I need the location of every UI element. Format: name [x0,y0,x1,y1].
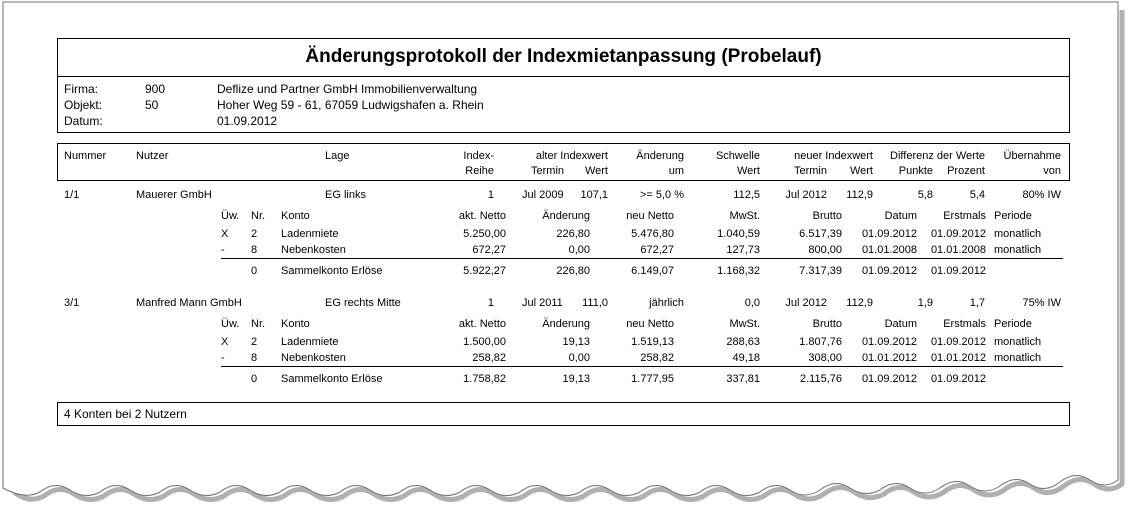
sum-brutto: 7.317,39 [799,265,842,277]
tenant-neu-wert: 112,9 [846,297,873,309]
col-lage: Lage [325,150,350,162]
sum-erstmals: 01.09.2012 [930,265,986,277]
account-periode: monatlich [994,228,1042,240]
account-mwst: 49,18 [732,352,760,364]
account-neu-netto: 5.476,80 [631,228,674,240]
sub-col-akt-netto: akt. Netto [458,210,506,222]
account-aenderung: 226,80 [556,228,590,240]
account-datum: 01.01.2008 [861,244,917,256]
account-konto: Ladenmiete [281,228,339,240]
sum-konto: Sammelkonto Erlöse [281,373,383,385]
sub-col-periode: Periode [994,318,1032,330]
account-nr: 2 [251,336,258,348]
col-alter-indexwert: alter Indexwert [535,150,608,162]
sum-erstmals: 01.09.2012 [930,373,986,385]
col-alt-wert: Wert [584,165,608,177]
tenant-aenderung-um: jährlich [649,297,684,309]
account-aenderung: 0,00 [568,244,590,256]
footer-box [57,402,1070,426]
account-aenderung: 19,13 [562,336,590,348]
tenant-schwelle: 112,5 [733,189,760,201]
account-erstmals: 01.09.2012 [930,228,986,240]
account-akt-netto: 5.250,00 [463,228,506,240]
sub-col-neu-netto: neu Netto [626,210,674,222]
sum-brutto: 2.115,76 [799,373,842,385]
account-periode: monatlich [994,244,1042,256]
objekt-number: 50 [145,98,159,112]
tenant-nummer: 3/1 [64,297,80,309]
sub-col-brutto: Brutto [812,318,842,330]
account-nr: 8 [251,244,258,256]
tenant-nummer: 1/1 [64,189,80,201]
account-aenderung: 0,00 [568,352,590,364]
sum-aenderung: 226,80 [556,265,590,277]
account-brutto: 6.517,39 [799,228,842,240]
tenant-alt-termin: Jul 2009 [522,189,564,201]
objekt-label: Objekt: [64,98,103,112]
sub-col-konto: Konto [281,210,310,222]
tenant-alt-wert: 107,1 [580,189,608,201]
tenant-punkte: 5,8 [917,189,933,201]
account-brutto: 308,00 [808,352,842,364]
account-periode: monatlich [994,352,1042,364]
tenant-nutzer: Manfred Mann GmbH [136,297,242,309]
col-alt-termin: Termin [531,165,565,177]
tenant-prozent: 5,4 [969,189,985,201]
sub-col-konto: Konto [281,318,310,330]
page-title: Änderungsprotokoll der Indexmietanpassung (Probelauf) [305,46,822,67]
sub-col-uew: Üw. [221,318,240,330]
account-datum: 01.09.2012 [861,336,917,348]
tenant-lage: EG rechts Mitte [325,297,401,309]
account-uew: X [221,228,229,240]
sub-col-brutto: Brutto [812,210,842,222]
tenant-punkte: 1,9 [917,297,933,309]
sub-col-akt-netto: akt. Netto [458,318,506,330]
account-akt-netto: 1.500,00 [463,336,506,348]
tenant-neu-termin: Jul 2012 [785,189,827,201]
account-akt-netto: 258,82 [472,352,506,364]
tenant-neu-wert: 112,9 [846,189,873,201]
firma-label: Firma: [64,82,98,96]
account-uew: X [221,336,229,348]
account-uew: - [221,352,225,364]
col-aenderung-2: um [668,165,684,177]
tenant-prozent: 1,7 [969,297,985,309]
account-datum: 01.01.2012 [861,352,917,364]
account-mwst: 1.040,59 [717,228,760,240]
sum-datum: 01.09.2012 [861,265,917,277]
col-nutzer: Nutzer [136,150,169,162]
sub-col-periode: Periode [994,210,1032,222]
tenant-lage: EG links [325,189,366,201]
col-index-1: Index- [463,150,494,162]
tenant-index-reihe: 1 [487,297,494,309]
tenant-nutzer: Mauerer GmbH [136,189,212,201]
account-mwst: 288,63 [726,336,760,348]
account-uew: - [221,244,225,256]
sum-akt-netto: 5.922,27 [463,265,506,277]
account-brutto: 800,00 [808,244,842,256]
firma-number: 900 [145,82,166,96]
tenant-aenderung-um: >= 5,0 % [639,189,684,201]
sub-col-uew: Üw. [221,210,240,222]
sub-col-neu-netto: neu Netto [626,318,674,330]
tenant-uebernahme: 75% IW [1022,297,1061,309]
sub-col-datum: Datum [884,210,917,222]
sum-separator [221,258,1063,259]
sub-col-datum: Datum [884,318,917,330]
col-index-2: Reihe [465,165,494,177]
sub-col-erstmals: Erstmals [943,318,986,330]
sum-akt-netto: 1.758,82 [463,373,506,385]
objekt-address: Hoher Weg 59 - 61, 67059 Ludwigshafen a. Rhein [217,98,484,112]
sub-col-mwst: MwSt. [729,210,760,222]
account-nr: 8 [251,352,258,364]
tenant-index-reihe: 1 [487,189,494,201]
col-aenderung-1: Änderung [636,150,684,162]
sub-col-nr: Nr. [251,210,266,222]
firma-name: Deflize und Partner GmbH Immobilienverwaltung [217,82,478,96]
sum-separator [221,366,1063,367]
col-schwelle-2: Wert [736,165,760,177]
account-neu-netto: 672,27 [640,244,674,256]
sub-col-nr: Nr. [251,318,266,330]
account-neu-netto: 258,82 [640,352,674,364]
sum-mwst: 1.168,32 [717,265,760,277]
account-erstmals: 01.01.2008 [930,244,986,256]
col-neu-termin: Termin [793,165,827,177]
col-nummer: Nummer [64,150,107,162]
sub-col-aenderung: Änderung [542,210,590,222]
col-uebernahme-2: von [1043,165,1061,177]
sum-nr: 0 [251,265,258,277]
account-brutto: 1.807,76 [799,336,842,348]
account-konto: Ladenmiete [281,336,339,348]
sub-col-aenderung: Änderung [542,318,590,330]
account-akt-netto: 672,27 [472,244,506,256]
account-erstmals: 01.09.2012 [930,336,986,348]
sub-col-mwst: MwSt. [729,318,760,330]
account-nr: 2 [251,228,258,240]
sum-datum: 01.09.2012 [861,373,917,385]
col-neu-wert: Wert [849,165,873,177]
sum-konto: Sammelkonto Erlöse [281,265,383,277]
sum-nr: 0 [251,373,258,385]
sum-mwst: 337,81 [726,373,760,385]
tenant-alt-termin: Jul 2011 [522,297,563,309]
col-prozent: Prozent [947,165,985,177]
col-uebernahme-1: Übernahme [1003,150,1061,162]
account-mwst: 127,73 [726,244,760,256]
sum-neu-netto: 6.149,07 [631,265,674,277]
account-periode: monatlich [994,336,1042,348]
report-date: 01.09.2012 [217,114,278,128]
info-box [57,76,1070,133]
sub-col-erstmals: Erstmals [943,210,986,222]
sum-aenderung: 19,13 [562,373,590,385]
datum-label: Datum: [64,114,103,128]
tenant-neu-termin: Jul 2012 [785,297,827,309]
account-datum: 01.09.2012 [861,228,917,240]
tenant-uebernahme: 80% IW [1022,189,1061,201]
tenant-schwelle: 0,0 [744,297,760,309]
col-punkte: Punkte [898,165,933,177]
account-neu-netto: 1.519,13 [631,336,674,348]
col-neuer-indexwert: neuer Indexwert [794,150,873,162]
col-schwelle-1: Schwelle [715,150,760,162]
col-differenz: Differenz der Werte [890,150,985,162]
account-erstmals: 01.01.2012 [930,352,986,364]
account-konto: Nebenkosten [281,244,346,256]
account-konto: Nebenkosten [281,352,346,364]
tenant-alt-wert: 111,0 [582,297,608,309]
sum-neu-netto: 1.777,95 [631,373,674,385]
footer-summary: 4 Konten bei 2 Nutzern [64,407,187,421]
